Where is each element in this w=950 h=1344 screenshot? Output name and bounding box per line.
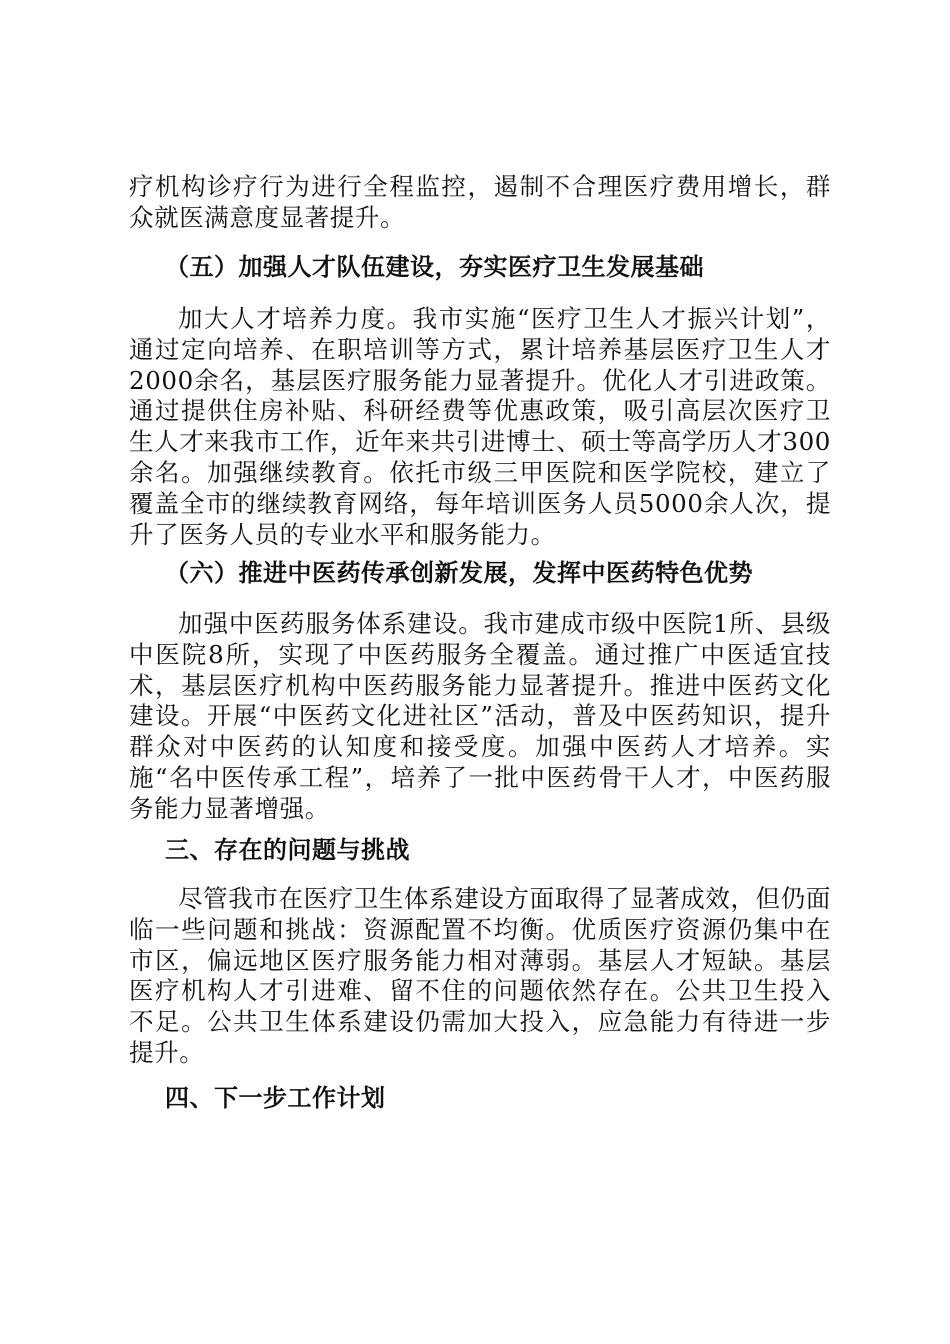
part-3-heading: 三、存在的问题与挑战 — [165, 836, 410, 864]
part-3-paragraph: 尽管我市在医疗卫生体系建设方面取得了显著成效，但仍面临一些问题和挑战：资源配置不均衡。优质医疗资源仍集中在市区，偏远地区医疗服务能力相对薄弱。基层人才短缺。基层医疗机构人才引进难、留不住的问题依然存在。公共卫生投入不足。公共卫生体系建设仍需加大投入，应急能力有待进一步提升。 — [129, 884, 831, 1067]
section-5-paragraph: 加大人才培养力度。我市实施“医疗卫生人才振兴计划”，通过定向培养、在职培训等方式，累计培养基层医疗卫生人才2000余名，基层医疗服务能力显著提升。优化人才引进政策。通过提供住房补贴、科研经费等优惠政策，吸引高层次医疗卫生人才来我市工作，近年来共引进博士、硕士等高学历人才300余名。加强继续教育。依托市级三甲医院和医学院校，建立了覆盖全市的继续教育网络，每年培训医务人员5000余人次，提升了医务人员的专业水平和服务能力。 — [129, 304, 831, 549]
part-4-heading: 四、下一步工作计划 — [165, 1084, 386, 1112]
section-6-paragraph: 加强中医药服务体系建设。我市建成市级中医院1所、县级中医院8所，实现了中医药服务全覆盖。通过推广中医适宜技术，基层医疗机构中医药服务能力显著提升。推进中医药文化建设。开展“中医药文化进社区”活动，普及中医药知识，提升群众对中医药的认知度和接受度。加强中医药人才培养。实施“名中医传承工程”，培养了一批中医药骨干人才，中医药服务能力显著增强。 — [129, 609, 831, 823]
continuation-paragraph: 疗机构诊疗行为进行全程监控，遏制不合理医疗费用增长，群众就医满意度显著提升。 — [129, 172, 831, 232]
section-6-heading: （六）推进中医药传承创新发展，发挥中医药特色优势 — [165, 559, 753, 587]
section-5-heading: （五）加强人才队伍建设，夯实医疗卫生发展基础 — [165, 253, 704, 281]
